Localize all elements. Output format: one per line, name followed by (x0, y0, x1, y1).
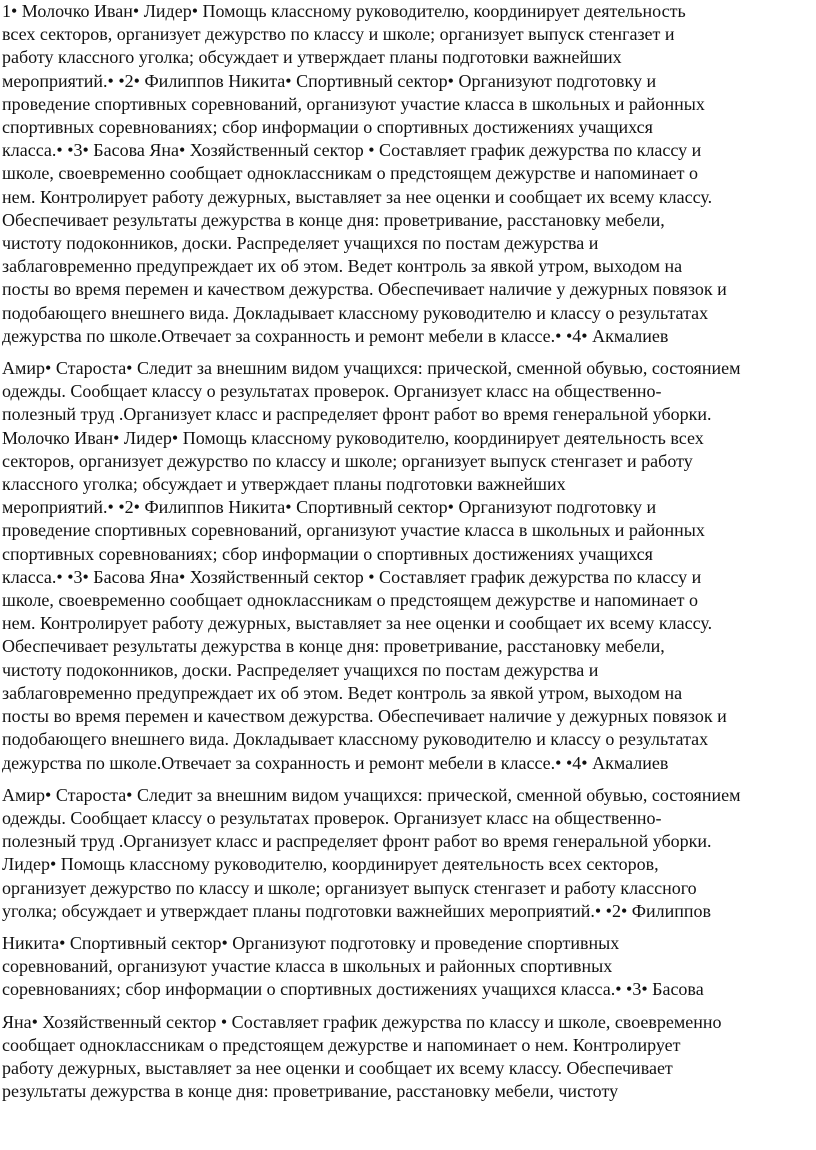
body-line: нем. Контролирует работу дежурных, выставляет за нее оценки и сообщает их всему классу. (2, 186, 713, 207)
body-line: работу классного уголка; обсуждает и утверждает планы подготовки важнейших (2, 47, 622, 68)
body-line: чистоту подоконников, доски. Распределяет учащихся по постам дежурства и (2, 659, 599, 680)
body-line: проведение спортивных соревнований, организуют участие класса в школьных и районных (2, 520, 705, 541)
paragraph (0, 357, 816, 775)
body-line: Лидер• Помощь классному руководителю, координирует деятельность всех секторов, (2, 854, 659, 875)
body-line: дежурства по школе.Отвечает за сохранность и ремонт мебели в классе.• •4• Акмалиев (2, 325, 669, 346)
body-line: посты во время перемен и качеством дежурства. Обеспечивает наличие у дежурных повязок и (2, 706, 727, 727)
body-line: одежды. Сообщает классу о результатах проверок. Организует класс на общественно- (2, 807, 662, 828)
body-line: посты во время перемен и качеством дежурства. Обеспечивает наличие у дежурных повязок и (2, 279, 727, 300)
body-line: сообщает одноклассникам о предстоящем дежурстве и напоминает о нем. Контролирует (2, 1034, 681, 1055)
paragraph (0, 784, 816, 923)
body-line: спортивных соревнованиях; сбор информации о спортивных достижениях учащихся (2, 117, 653, 138)
body-line: спортивных соревнованиях; сбор информации о спортивных достижениях учащихся (2, 543, 653, 564)
body-line: уголка; обсуждает и утверждает планы подготовки важнейших мероприятий.• •2• Филиппов (2, 900, 712, 921)
body-line: дежурства по школе.Отвечает за сохранность и ремонт мебели в классе.• •4• Акмалиев (2, 752, 669, 773)
body-line: всех секторов, организует дежурство по классу и школе; организует выпуск стенгазет и (2, 24, 675, 45)
body-line: школе, своевременно сообщает одноклассникам о предстоящем дежурстве и напоминает о (2, 163, 699, 184)
body-line: проведение спортивных соревнований, организуют участие класса в школьных и районных (2, 93, 705, 114)
body-line: соревнованиях; сбор информации о спортивных достижениях учащихся класса.• •3• Басова (2, 979, 704, 1000)
paragraph (0, 0, 816, 348)
body-line: мероприятий.• •2• Филиппов Никита• Спортивный сектор• Организуют подготовку и (2, 497, 657, 518)
body-line: соревнований, организуют участие класса в школьных и районных спортивных (2, 956, 613, 977)
body-line: Яна• Хозяйственный сектор • Составляет график дежурства по классу и школе, своевременно (2, 1011, 722, 1032)
body-line: мероприятий.• •2• Филиппов Никита• Спортивный сектор• Организуют подготовку и (2, 70, 657, 91)
body-line: работу дежурных, выставляет за нее оценки и сообщает их всему классу. Обеспечивает (2, 1057, 673, 1078)
body-line: полезный труд .Организует класс и распределяет фронт работ во время генеральной уборки. (2, 404, 712, 425)
body-line: школе, своевременно сообщает одноклассникам о предстоящем дежурстве и напоминает о (2, 590, 699, 611)
body-line: 1• Молочко Иван• Лидер• Помощь классному руководителю, координирует деятельность (2, 1, 686, 21)
body-line: Обеспечивает результаты дежурства в конце дня: проветривание, расстановку мебели, (2, 636, 665, 657)
body-line: класса.• •3• Басова Яна• Хозяйственный сектор • Составляет график дежурства по классу и (2, 566, 702, 587)
body-line: организует дежурство по классу и школе; организует выпуск стенгазет и работу классного (2, 877, 697, 898)
body-line: полезный труд .Организует класс и распределяет фронт работ во время генеральной уборки. (2, 831, 712, 852)
paragraph (0, 1011, 816, 1104)
body-line: нем. Контролирует работу дежурных, выставляет за нее оценки и сообщает их всему классу. (2, 613, 713, 634)
body-line: класса.• •3• Басова Яна• Хозяйственный сектор • Составляет график дежурства по классу и (2, 140, 702, 161)
body-line: заблаговременно предупреждает их об этом. Ведет контроль за явкой утром, выходом на (2, 682, 683, 703)
body-line: Амир• Староста• Следит за внешним видом учащихся: прической, сменной обувью, состоянием (2, 784, 741, 805)
body-line: одежды. Сообщает классу о результатах проверок. Организует класс на общественно- (2, 381, 662, 402)
body-line: Обеспечивает результаты дежурства в конце дня: проветривание, расстановку мебели, (2, 209, 665, 230)
body-line: подобающего внешнего вида. Докладывает классному руководителю и классу о результатах (2, 729, 709, 750)
body-line: секторов, организует дежурство по классу и школе; организует выпуск стенгазет и работу (2, 450, 693, 471)
body-line: классного уголка; обсуждает и утверждает планы подготовки важнейших (2, 474, 566, 495)
body-line: Никита• Спортивный сектор• Организуют подготовку и проведение спортивных (2, 932, 620, 953)
body-line: Молочко Иван• Лидер• Помощь классному руководителю, координирует деятельность всех (2, 427, 704, 448)
body-line: результаты дежурства в конце дня: проветривание, расстановку мебели, чистоту (2, 1081, 619, 1102)
body-line: заблаговременно предупреждает их об этом. Ведет контроль за явкой утром, выходом на (2, 256, 683, 277)
body-line: подобающего внешнего вида. Докладывает классному руководителю и классу о результатах (2, 302, 709, 323)
body-line: чистоту подоконников, доски. Распределяет учащихся по постам дежурства и (2, 233, 599, 254)
paragraph (0, 932, 816, 1002)
body-line: Амир• Староста• Следит за внешним видом учащихся: прической, сменной обувью, состоянием (2, 358, 741, 379)
